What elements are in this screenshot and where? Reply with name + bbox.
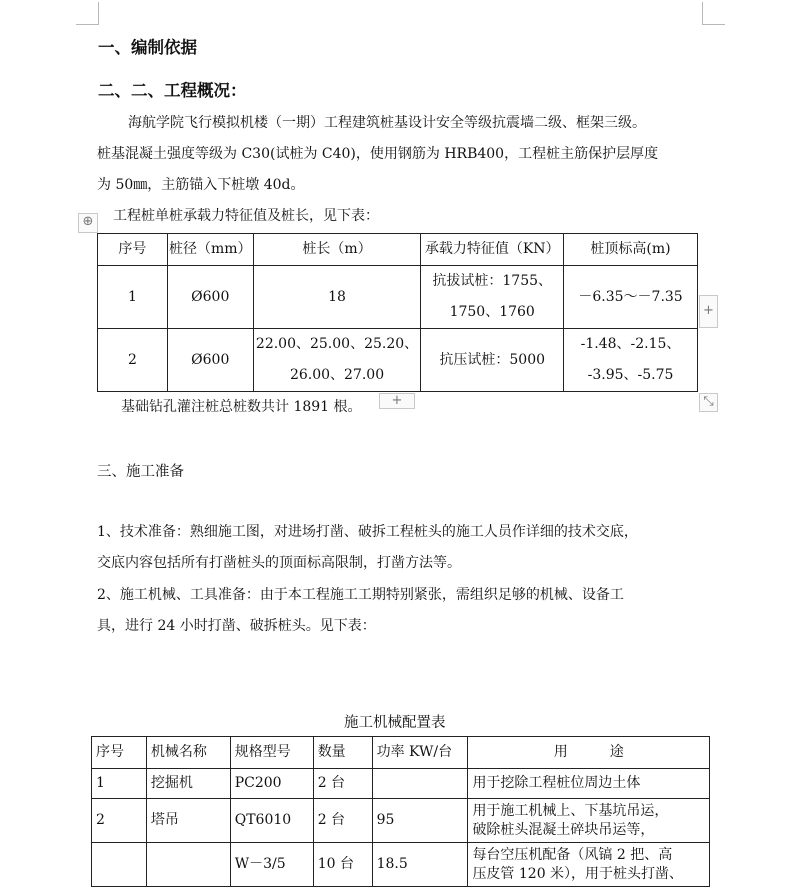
table-cell: －6.35～－7.35 <box>564 266 698 329</box>
table-cell <box>253 329 421 392</box>
cell-line: -1.48、-2.15、 <box>580 336 681 352</box>
table-cell <box>372 769 468 799</box>
header-cell: 桩长（m） <box>253 234 421 266</box>
machinery-table-title: 施工机械配置表 <box>344 715 446 731</box>
table-cell: 用于挖除工程桩位周边土体 <box>468 769 710 799</box>
pile-capacity-table <box>97 233 698 392</box>
table-cell <box>468 799 710 843</box>
cell-line: 每台空压机配备（风镐 2 把、高 <box>472 846 673 863</box>
cell-line: 抗拔试桩：1755、 <box>432 273 553 289</box>
table-cell: 抗压试桩：5000 <box>421 329 564 392</box>
cell-line: 26.00、27.00 <box>289 367 385 383</box>
pile-total-text: 基础钻孔灌注桩总桩数共计 1891 根。 <box>121 399 362 415</box>
table-cell: 塔吊 <box>146 799 230 843</box>
header-cell: 机械名称 <box>146 737 230 769</box>
page-corner-marker-left <box>76 2 99 25</box>
header-cell: 功率 KW/台 <box>372 737 468 769</box>
table-row <box>92 799 710 843</box>
machinery-config-table <box>91 736 710 887</box>
table-cell: 2 <box>92 799 147 843</box>
overview-line-1: 海航学院飞行模拟机楼（一期）工程建筑桩基设计安全等级抗震墙二级、框架三级。 <box>128 115 646 131</box>
heading-basis: 一、编制依据 <box>98 38 197 57</box>
table-cell: 2 台 <box>313 769 372 799</box>
overview-line-3: 为 50㎜，主筋锚入下桩墩 40d。 <box>97 177 305 193</box>
table-header-row <box>98 234 698 266</box>
table-cell <box>564 329 698 392</box>
table-cell <box>421 266 564 329</box>
heading-overview: 二、二、工程概况： <box>98 81 247 100</box>
header-cell: 桩顶标高(m) <box>564 234 698 266</box>
table-cell: Ø600 <box>167 329 253 392</box>
add-row-icon[interactable]: + <box>379 393 415 409</box>
add-column-icon[interactable]: + <box>699 295 718 328</box>
table-cell: 1 <box>98 266 168 329</box>
cell-line: 破除桩头混凝土碎块吊运等， <box>472 821 655 838</box>
table-move-handle-icon[interactable]: ⊕ <box>78 213 98 233</box>
header-cell: 用 途 <box>468 737 710 769</box>
table-header-row <box>92 737 710 769</box>
table-cell: PC200 <box>230 769 313 799</box>
table-cell: 挖掘机 <box>146 769 230 799</box>
header-cell: 序号 <box>92 737 147 769</box>
page-corner-marker-right <box>702 2 725 25</box>
cell-line: 压皮管 120 米），用于桩头打凿、 <box>472 865 684 882</box>
table-row <box>98 266 698 329</box>
prep-item2-line2: 具，进行 24 小时打凿、破拆桩头。见下表： <box>97 618 376 634</box>
header-cell: 序号 <box>98 234 168 266</box>
cell-line: -3.95、-5.75 <box>587 367 674 383</box>
header-cell: 数量 <box>313 737 372 769</box>
cell-line: 1750、1760 <box>449 304 535 320</box>
table-cell: Ø600 <box>167 266 253 329</box>
table-row <box>92 769 710 799</box>
table-cell: 95 <box>372 799 468 843</box>
resize-table-icon[interactable]: ⤡ <box>699 393 718 412</box>
prep-item1-line2: 交底内容包括所有打凿桩头的顶面标高限制，打凿方法等。 <box>97 555 461 571</box>
header-cell: 承载力特征值（KN） <box>421 234 564 266</box>
overview-line-2: 桩基混凝土强度等级为 C30(试桩为 C40)，使用钢筋为 HRB400，工程桩主筋保护层厚度 <box>97 146 659 162</box>
table-cell: W－3/5 <box>230 843 313 887</box>
prep-item1-line1: 1、技术准备：熟细施工图，对进场打凿、破拆工程桩头的施工人员作详细的技术交底， <box>97 524 638 540</box>
header-cell: 桩径（mm） <box>167 234 253 266</box>
table-cell: 1 <box>92 769 147 799</box>
table-row <box>98 329 698 392</box>
prep-item2-line1: 2、施工机械、工具准备：由于本工程施工工期特别紧张，需组织足够的机械、设备工 <box>97 587 624 603</box>
table-cell: 10 台 <box>313 843 372 887</box>
table-cell: 2 <box>98 329 168 392</box>
table-cell: 18.5 <box>372 843 468 887</box>
table-cell: QT6010 <box>230 799 313 843</box>
heading-preparation: 三、施工准备 <box>97 464 184 480</box>
cell-line: 22.00、25.00、25.20、 <box>255 336 419 352</box>
table-cell: 18 <box>253 266 421 329</box>
header-cell: 规格型号 <box>230 737 313 769</box>
table1-caption: 工程桩单桩承载力特征值及桩长，见下表： <box>113 208 379 224</box>
table-cell: 2 台 <box>313 799 372 843</box>
cell-line: 用于施工机械上、下基坑吊运， <box>472 802 669 819</box>
